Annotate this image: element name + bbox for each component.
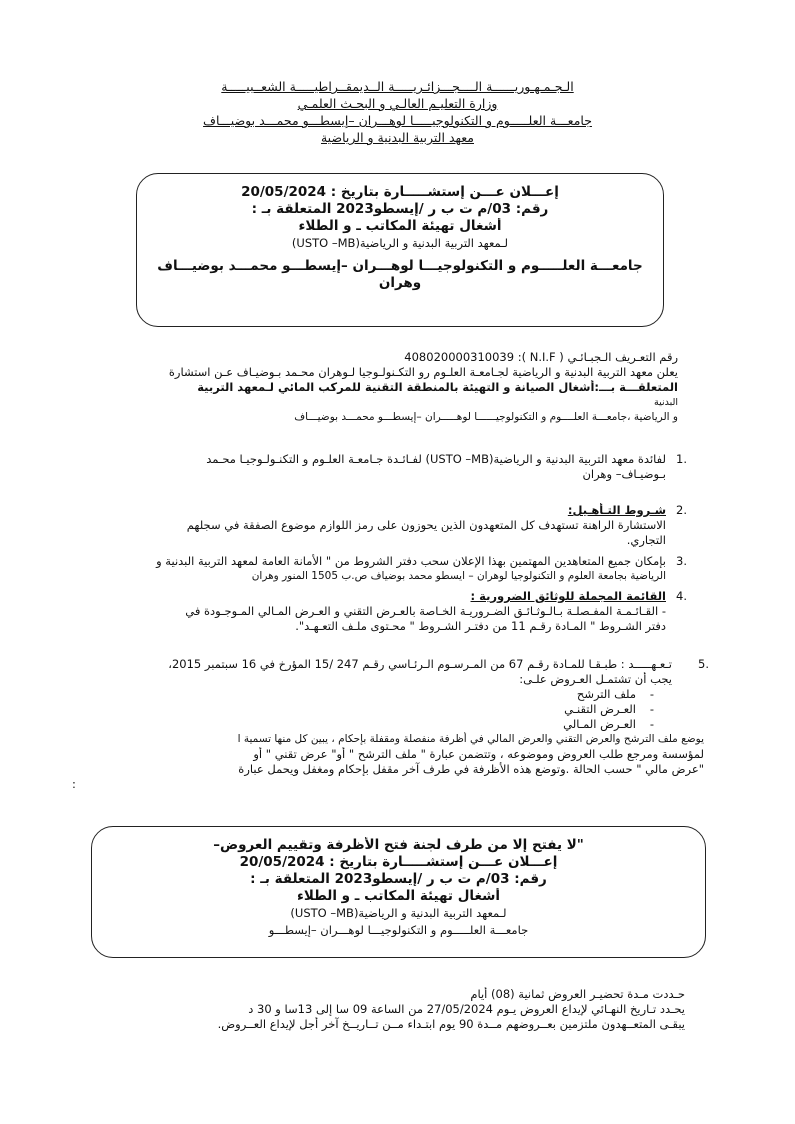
offer-item-3: -العـرض المـالي [563, 717, 654, 731]
section-2-line-2: التجاري. [626, 533, 666, 547]
envelope-title: إعـــلان عـــن إستشـــــارة بتاريخ : 20/05/2024 [239, 854, 558, 870]
section-2-line-1: الاستشارة الراهنة تستهدف كل المتعهدون الذين يحوزون على رمز اللوازم موضوع الصفقة في سجلهم [186, 518, 666, 532]
section-1-line-2: بـوضيـاف– وهران [582, 467, 666, 481]
intro-line-4: البدنية [654, 397, 678, 408]
intro-line-3: المتعلقـــة بـــ:أشغال الصيانة و التهيئة بالمنطقة التقنية للمركب المائي لـمعهد التربية [197, 380, 678, 394]
envelope-university: جامعـــة العلـــــوم و التكنولوجيـــا لوهـــران –إيسطـــو [268, 923, 529, 937]
announcement-subject: أشغال تهيئة المكاتب ـ و الطلاء [298, 218, 502, 234]
announcement-number: رقم: 03/م ت ب ر /إيسطو2023 المتعلقة بـ : [251, 201, 549, 217]
section-5-line-1: تـعـهـــــد : طبـقـا للمـادة رقـم 67 من المـرسـوم الـرئـاسي رقـم 247 /15 المؤرخ في 16 سبتمبر 2015، [168, 657, 672, 671]
tax-id: رقم التعـريف الـجبـائـي ( N.I.F ): 408020000310039 [404, 350, 678, 364]
section-5-para-1: يوضع ملف الترشح والعرض التقني والعرض المالي في أظرفة منفصلة ومقفلة بإحكام ، يبين كل منها تسمية ا [237, 733, 704, 745]
intro-line-2: يعلن معهد التربية البدنية و الرياضية لجـامعـة العلـوم رو التكـنولـوجيا لـوهران محـمد بـوضيـاف عـن استشارة [168, 365, 678, 379]
section-4-title: القائمة المجملة للوثائق الضرورية : [470, 589, 666, 603]
footer-section [100, 987, 685, 1032]
section-2-number: 2. [676, 503, 687, 517]
section-4-line-1: - القـائـمـة المفـصلـة بـالـوثـائـق الضـروريـة الخـاصة بالعـرض التقني و العـرض المـالي المـوجـودة في [185, 604, 666, 618]
section-5 [72, 657, 712, 792]
section-5-para-2: لمؤسسة ومرجع طلب العروض وموضوعه ، وتتضمن عبارة " ملف الترشح " أو" عرض تقني " أو [253, 747, 704, 761]
envelope-subject: أشغال تهيئة المكاتب ـ و الطلاء [296, 888, 501, 904]
section-4-line-2: دفتر الشـروط " المـادة رقـم 11 من دفتـر الشـروط " محـتوى ملـف التعـهـد". [295, 619, 666, 633]
section-5-line-2: يجب أن تشتمـل العـروض علـى: [519, 672, 672, 686]
intro-line-5: و الرياضية ،جامعـــة العلــــوم و التكنولوجيــــــا لوهـــــران –إيسطـــو محمـــد بوضيـــاف [294, 411, 678, 423]
section-5-para-4: : [72, 777, 76, 791]
document-header [130, 78, 665, 146]
intro-section [78, 350, 678, 425]
section-1 [90, 452, 690, 482]
envelope-box [91, 826, 706, 958]
announcement-title: إعـــلان عـــن إستشـــــارة بتاريخ : 20/05/2024 [241, 184, 559, 200]
section-4 [90, 589, 690, 634]
section-1-number: 1. [676, 452, 687, 466]
announcement-city: وهران [378, 275, 422, 291]
offer-item-1: -ملف الترشح [576, 687, 654, 701]
section-2-title: شـروط التـأهـيل: [567, 503, 666, 517]
announcement-university: جامعـــة العلـــــوم و التكنولوجيـــا لوهـــران –إيسطـــو محمـــد بوضيـــاف [157, 258, 643, 274]
announcement-institute: لـمعهد التربية البدنية و الرياضية(USTO –MB) [291, 236, 509, 250]
section-3-number: 3. [676, 554, 687, 568]
section-4-number: 4. [676, 589, 687, 603]
institute-title: معهد التربية البدنية و الرياضية [320, 130, 474, 145]
offer-item-2: -العـرض التقنـي [564, 702, 654, 716]
republic-title: الـجـمـهـوريــــــة الــــجـــزائـريـــــة الــديمقــراطيـــــة الشعــبيـــــة [221, 79, 574, 94]
section-3 [90, 554, 690, 584]
section-3-line-2: الرياضية بجامعة العلوم و التكنولوجيا لوهران – ايسطو محمد بوضياف ص.ب 1505 المنور وهران [251, 570, 666, 582]
section-1-line-1: لفائدة معهد التربية البدنية و الرياضية(USTO –MB) لفـائـدة جـامعـة العلـوم و التكنـولـوجيـا محـمد [206, 452, 666, 466]
preparation-period: حـددت مـدة تحضيـر العروض ثمانية (08) أيام [470, 987, 685, 1001]
university-title: جامعـــة العلـــــوم و التكنولوجيـــــا لوهـــران –إيسطـــو محمـــد بوضيـــاف [203, 113, 592, 128]
announcement-box [136, 173, 664, 327]
envelope-institute: لـمعهد التربية البدنية و الرياضية(USTO –MB) [290, 906, 507, 920]
section-3-line-1: بإمكان جميع المتعاهدين المهتمين بهذا الإعلان سحب دفتر الشروط من " الأمانة العامة لمعهد التربية البدنية و [156, 554, 666, 568]
section-5-para-3: "عرض مالي " حسب الحالة .وتوضع هذه الأظرفة في طرف آخر مقفل بإحكام ومغفل ويحمل عبارة [238, 762, 704, 776]
section-5-number: 5. [698, 657, 709, 671]
ministry-title: وزارة التعليـم العالـي و البحـث العلمـي [297, 96, 498, 111]
envelope-number: رقم: 03/م ت ب ر /إيسطو2023 المتعلقة بـ : [250, 871, 547, 887]
section-2 [90, 503, 690, 548]
deposit-deadline: يحـدد تـاريخ النهـائي لإيداع العروض يـوم 27/05/2024 من الساعة 09 سا إلى 13سا و 30 د [248, 1002, 685, 1016]
offer-validity: يبقـى المتعــهدون ملتزمين بعــروضهم مــدة 90 يوم ابتـداء مــن تــاريــخ آخر أجل لإيداع العــروض. [217, 1017, 685, 1031]
envelope-warning: "لا يفتح إلا من طرف لجنة فتح الأظرفة وتقييم العروض– [213, 837, 584, 853]
